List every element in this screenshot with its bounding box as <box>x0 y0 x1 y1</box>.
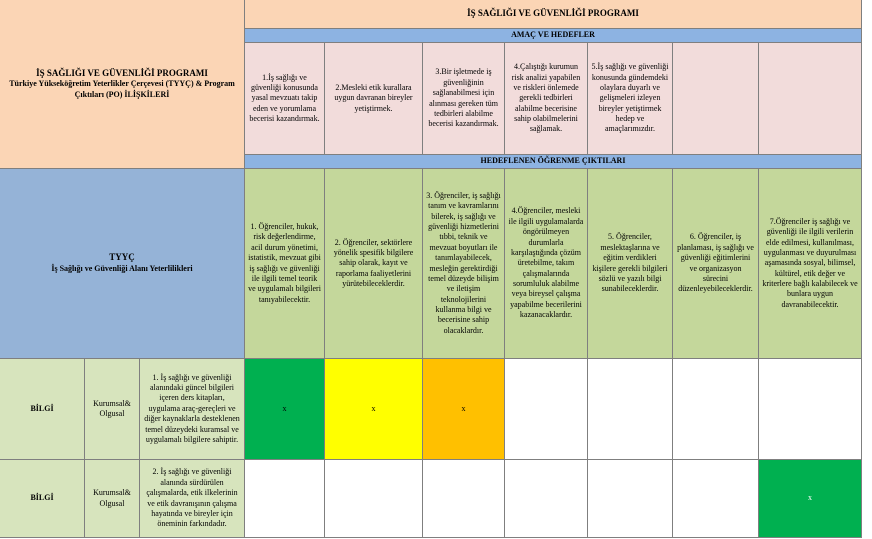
aim-cell: 3.Bir işletmede iş güvenliğinin sağlanabilmesi için alınması gereken tüm tedbirleri alabilme becerisi kazandırmak. <box>422 42 505 155</box>
aim-cell <box>672 42 759 155</box>
outcome-cell: 1. Öğrenciler, hukuk, risk değerlendirme, acil durum yönetimi, istatistik, mevzuat gibi iş sağlığı ve güvenliği ile ilgili temel teorik ve uygulamalı bilgileri tanıyabilecektir. <box>244 168 325 359</box>
outcome-cell: 6. Öğrenciler, iş planlaması, iş sağlığı ve güvenliği eğitimlerini ve organizasyon sürecini düzenleyebileceklerdir. <box>672 168 759 359</box>
matrix-mark: x <box>244 358 325 460</box>
tyyc-title: TYYÇ <box>109 252 135 263</box>
matrix-mark <box>758 358 862 460</box>
matrix-mark <box>587 459 673 538</box>
matrix-mark <box>672 358 759 460</box>
matrix-mark <box>504 459 588 538</box>
matrix-mark <box>244 459 325 538</box>
aim-cell: 4.Çalıştığı kurumun risk analizi yapabilen ve riskleri önlemede gerekli tedbirleri alabilme becerisine sahip olabilmelerini sağlamak. <box>504 42 588 155</box>
outcome-cell: 2. Öğrenciler, sektörlere yönelik spesifik bilgilere sahip olarak, kayıt ve raporlama faaliyetlerini yürütebileceklerdir. <box>324 168 423 359</box>
aim-cell: 2.Mesleki etik kurallara uygun davranan bireyler yetiştirmek. <box>324 42 423 155</box>
matrix-mark <box>504 358 588 460</box>
row-category: BİLGİ <box>0 459 85 538</box>
matrix-mark: x <box>422 358 505 460</box>
outcome-cell: 5. Öğrenciler, meslektaşlarına ve eğitim verdikleri kişilere gerekli bilgileri sözlü ve yazılı bilgi sunabileceklerdir. <box>587 168 673 359</box>
matrix-mark <box>587 358 673 460</box>
aim-cell <box>758 42 862 155</box>
matrix-mark: x <box>324 358 423 460</box>
matrix-mark: x <box>758 459 862 538</box>
row-description: 2. İş sağlığı ve güvenliği alanında sürdürülen çalışmalarda, etik ilkelerinin ve etik davranışının çalışma hayatında ve bireyler için öneminin farkındadır. <box>139 459 245 538</box>
aim-cell: 1.İş sağlığı ve güvenliği konusunda yasal mevzuatı takip eden ve yorumlama becerisi kazandırmak. <box>244 42 325 155</box>
matrix-mark <box>672 459 759 538</box>
matrix-mark <box>324 459 423 538</box>
program-title: İŞ SAĞLIĞI VE GÜVENLİĞİ PROGRAMI <box>244 0 862 29</box>
aim-cell: 5.İş sağlığı ve güvenliği konusunda gündemdeki olaylara duyarlı ve gelişmeleri izleyen bireyler yetiştirmek hedep ve amaçlarımızdır. <box>587 42 673 155</box>
outcome-cell: 3. Öğrenciler, iş sağlığı tanım ve kavramlarını bilerek, iş sağlığı ve güvenliği hizmetlerini tıbbi, teknik ve mevzuat boyutları ile tanımlayabilecek, mesleğin gerektirdiği temel düzeyde bilişim ve iletişim teknolojilerini kullanma bilgi ve becerisine sahip olacaklardır. <box>422 168 505 359</box>
tyyc-subtitle: İş Sağlığı ve Güvenliği Alanı Yeterlilikleri <box>51 264 193 274</box>
matrix-title <box>0 0 245 169</box>
aims-title: AMAÇ VE HEDEFLER <box>244 28 862 43</box>
matrix-mark <box>422 459 505 538</box>
outcome-cell: 4.Öğrenciler, mesleki ile ilgili uygulamalarda öngörülmeyen durumlarla karşılaştığında çözüm üretebilme, takım çalışmalarında sorumluluk alabilme veya bireysel çalışma yapabilme becerilerini kazanacaklardır. <box>504 168 588 359</box>
tyyc-label <box>0 168 245 359</box>
outcomes-title: HEDEFLENEN ÖĞRENME ÇIKTILARI <box>244 154 862 169</box>
corner-subtitle: Türkiye Yükseköğretim Yeterlikler Çerçevesi (TYYÇ) & Program Çıktıları (PO) İLİŞKİLERİ <box>9 79 235 99</box>
row-type: Kurumsal& Olgusal <box>84 459 140 538</box>
row-description: 1. İş sağlığı ve güvenliği alanındaki güncel bilgileri içeren ders kitapları, uygulama araç-gereçleri ve diğer kaynaklarla desteklenen temel düzeydeki kuramsal ve uygulamalı bilgilere sahiptir. <box>139 358 245 460</box>
row-type: Kurumsal& Olgusal <box>84 358 140 460</box>
corner-title: İŞ SAĞLIĞI VE GÜVENLİĞİ PROGRAMI <box>36 67 208 78</box>
outcome-cell: 7.Öğrenciler iş sağlığı ve güvenliği ile ilgili verilerin elde edilmesi, kullanılması, uygulanması ve duyurulması aşamasında sosyal, bilimsel, kültürel, etik değer ve kriterlere bağlı kalabilecek ve bunlara uygun davranabilecektir. <box>758 168 862 359</box>
row-category: BİLGİ <box>0 358 85 460</box>
